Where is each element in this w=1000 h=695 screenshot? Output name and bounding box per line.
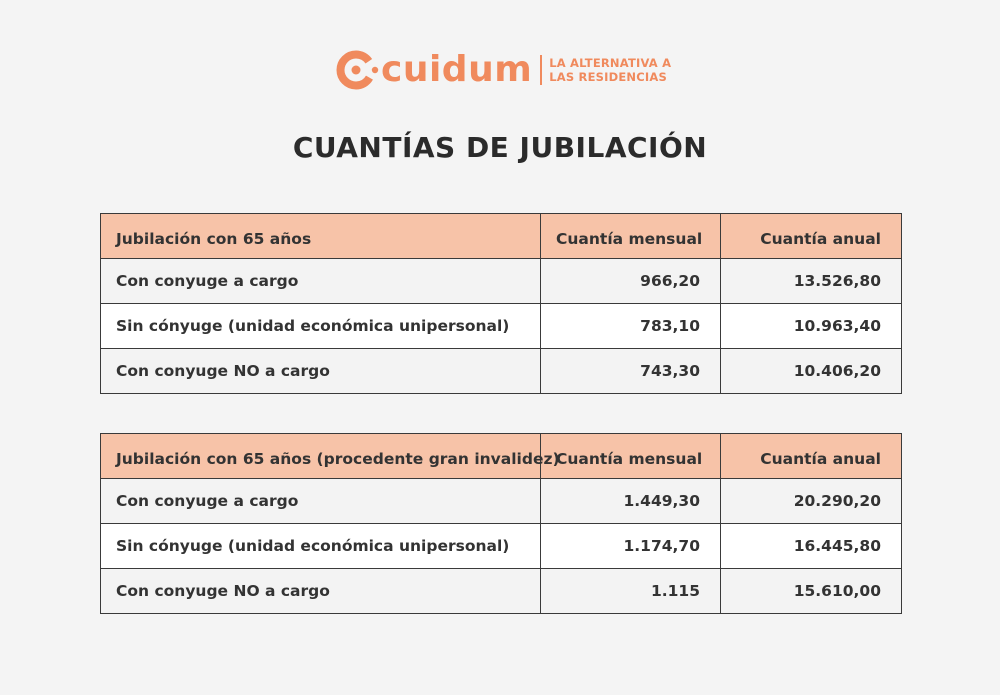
tagline-line-1: LA ALTERNATIVA A: [549, 56, 672, 70]
row-label: Con conyuge a cargo: [101, 479, 541, 524]
annual-amount: 15.610,00: [721, 569, 902, 614]
table-header-row: [101, 214, 902, 259]
row-label: Sin cónyuge (unidad económica unipersonal): [101, 304, 541, 349]
table-row: [101, 349, 902, 394]
annual-amount: 20.290,20: [721, 479, 902, 524]
row-label: Con conyuge NO a cargo: [101, 569, 541, 614]
column-header-annual: Cuantía anual: [721, 434, 902, 479]
monthly-amount: 743,30: [541, 349, 721, 394]
annual-amount: 16.445,80: [721, 524, 902, 569]
monthly-amount: 1.174,70: [541, 524, 721, 569]
row-label: Con conyuge a cargo: [101, 259, 541, 304]
column-header-monthly: Cuantía mensual: [541, 434, 721, 479]
column-header-category: Jubilación con 65 años (procedente gran invalidez): [101, 434, 541, 479]
brand-name: cuidum: [381, 49, 533, 90]
monthly-amount: 1.449,30: [541, 479, 721, 524]
pension-table-standard: [100, 213, 902, 394]
column-header-annual: Cuantía anual: [721, 214, 902, 259]
pension-table-great-disability: [100, 433, 902, 614]
row-label: Sin cónyuge (unidad económica unipersonal): [101, 524, 541, 569]
page-title: CUANTÍAS DE JUBILACIÓN: [292, 131, 708, 164]
table-row: [101, 524, 902, 569]
tagline-line-2: LAS RESIDENCIAS: [549, 70, 667, 84]
table-header-row: [101, 434, 902, 479]
monthly-amount: 1.115: [541, 569, 721, 614]
cuidum-logo-icon: [335, 48, 379, 92]
table-row: [101, 259, 902, 304]
row-label: Con conyuge NO a cargo: [101, 349, 541, 394]
column-header-category: Jubilación con 65 años: [101, 214, 541, 259]
annual-amount: 10.963,40: [721, 304, 902, 349]
monthly-amount: 783,10: [541, 304, 721, 349]
monthly-amount: 966,20: [541, 259, 721, 304]
annual-amount: 10.406,20: [721, 349, 902, 394]
table-row: [101, 479, 902, 524]
table-row: [101, 569, 902, 614]
brand-tagline: [549, 56, 671, 84]
column-header-monthly: Cuantía mensual: [541, 214, 721, 259]
table-row: [101, 304, 902, 349]
annual-amount: 13.526,80: [721, 259, 902, 304]
logo-divider: [540, 55, 542, 85]
brand-logo: [335, 47, 671, 93]
